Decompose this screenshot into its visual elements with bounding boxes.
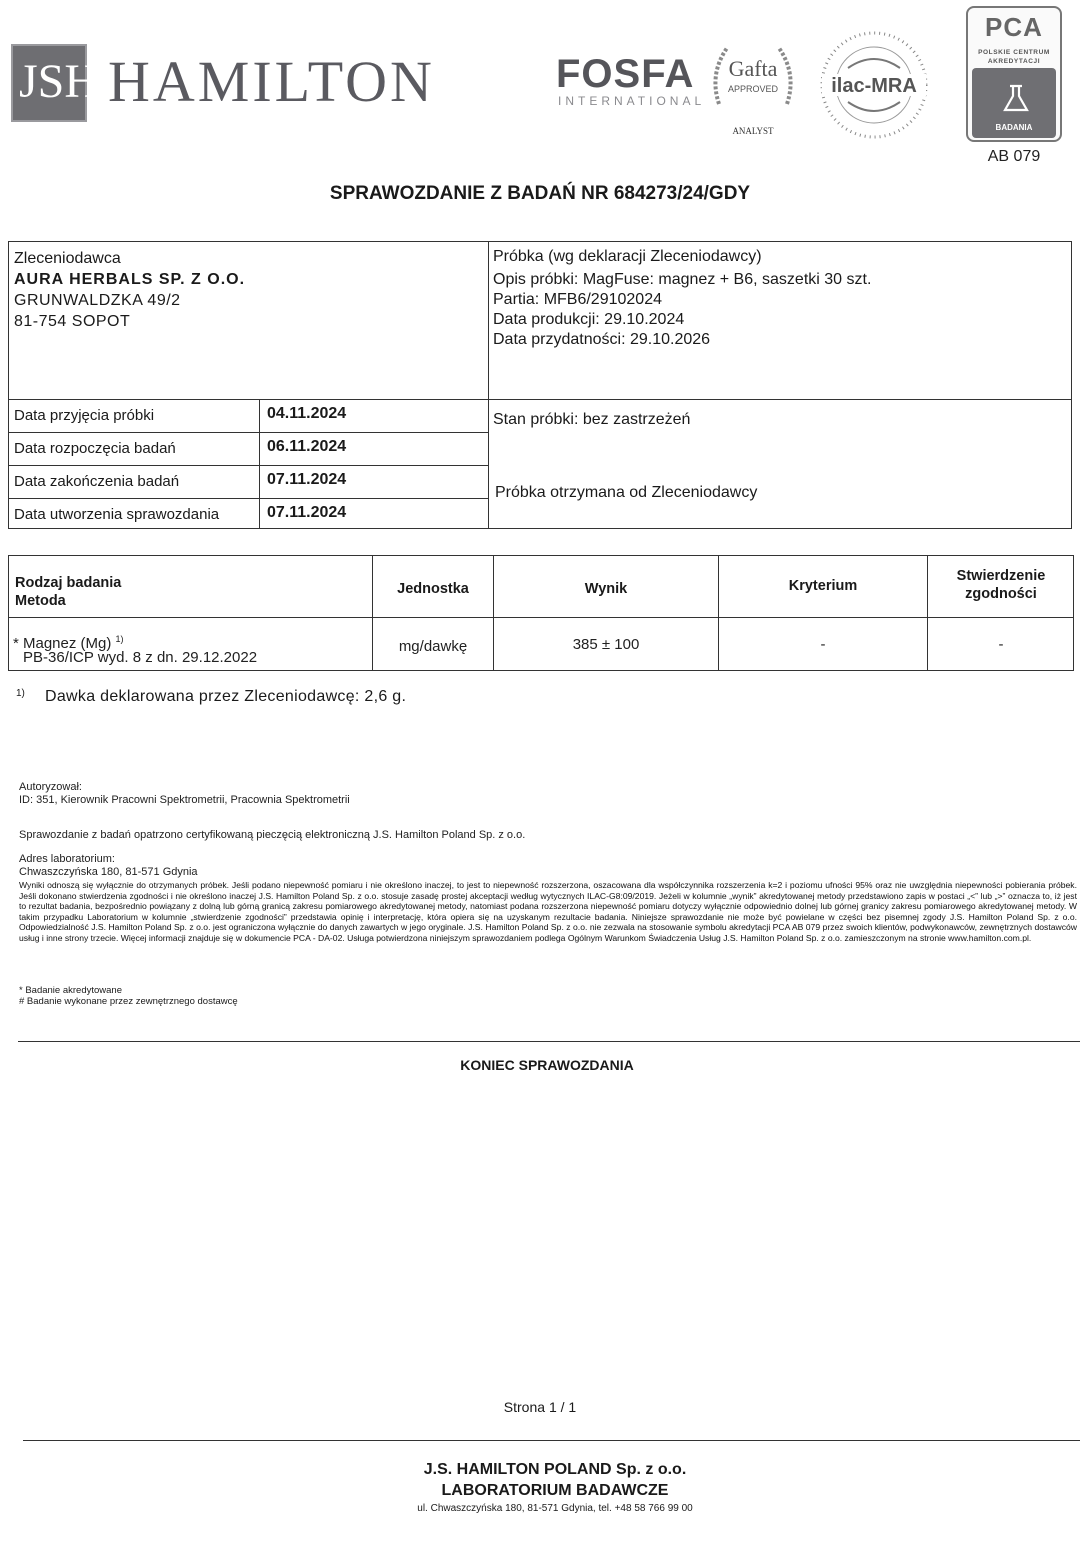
- sample-production-date: Data produkcji: 29.10.2024: [493, 311, 685, 328]
- pca-logo: PCA: [985, 12, 1043, 42]
- end-of-report: KONIEC SPRAWOZDANIA: [460, 1057, 634, 1073]
- footnote-mark: 1): [16, 688, 25, 699]
- lab-address-value: Chwaszczyńska 180, 81-571 Gdynia: [19, 866, 198, 878]
- date-label: Data przyjęcia próbki: [14, 407, 155, 424]
- date-value: 04.11.2024: [267, 405, 347, 422]
- date-label: Data zakończenia badań: [14, 473, 180, 490]
- fosfa-subtitle: INTERNATIONAL: [558, 94, 706, 108]
- gafta-role: ANALYST: [732, 126, 774, 136]
- row-result: 385 ± 100: [572, 636, 640, 653]
- header-test-type: Rodzaj badania: [15, 575, 122, 591]
- footer-address: ul. Chwaszczyńska 180, 81-571 Gdynia, tel. +48 58 766 99 00: [417, 1503, 693, 1514]
- client-city: 81-754 SOPOT: [14, 313, 131, 330]
- authorization-person: ID: 351, Kierownik Pracowni Spektrometrii, Pracownia Spektrometrii: [19, 794, 350, 806]
- pca-name-line1: POLSKIE CENTRUM: [978, 49, 1050, 56]
- sample-expiry-date: Data przydatności: 29.10.2026: [493, 331, 711, 348]
- date-value: 06.11.2024: [267, 438, 347, 455]
- legend-accredited: * Badanie akredytowane: [19, 985, 122, 996]
- test-name: * Magnez (Mg): [13, 635, 112, 652]
- certification-note: Sprawozdanie z badań opatrzono certyfikowaną pieczęcią elektroniczną J.S. Hamilton Poland Sp. z o.o.: [19, 829, 526, 841]
- header-method: Metoda: [15, 593, 66, 609]
- gafta-seal-icon: [707, 34, 799, 140]
- page-label: Strona: [503, 1399, 546, 1415]
- footer-company: J.S. HAMILTON POLAND Sp. z o.o.: [423, 1461, 687, 1478]
- row-criterion: -: [820, 636, 826, 653]
- page-number: [0, 1399, 1080, 1415]
- sample-label: Próbka (wg deklaracji Zleceniodawcy): [493, 248, 762, 265]
- footer-lab: LABORATORIUM BADAWCZE: [441, 1482, 669, 1499]
- pca-stamp: [972, 68, 1056, 138]
- lab-address-label: Adres laboratorium:: [19, 853, 115, 865]
- row-method: PB-36/ICP wyd. 8 z dn. 29.12.2022: [23, 649, 258, 666]
- report-title: SPRAWOZDANIE Z BADAŃ NR 684273/24/GDY: [329, 183, 751, 204]
- client-name: AURA HERBALS SP. Z O.O.: [14, 271, 246, 288]
- client-street: GRUNWALDZKA 49/2: [14, 292, 181, 309]
- date-row: [9, 399, 488, 432]
- legend-external: # Badanie wykonane przez zewnętrznego dostawcę: [19, 996, 238, 1007]
- ilac-name: ilac-MRA: [831, 75, 917, 97]
- company-name: HAMILTON: [108, 49, 435, 114]
- date-row: [9, 432, 488, 465]
- sample-description: Opis próbki: MagFuse: magnez + B6, saszetki 30 szt.: [493, 271, 872, 288]
- hamilton-logo-mark: [11, 44, 100, 122]
- pca-stamp-label: BADANIA: [995, 123, 1033, 132]
- logo-monogram: JSH: [19, 55, 100, 108]
- row-conformity: -: [998, 636, 1004, 653]
- ilac-mra-seal-icon: [818, 26, 930, 144]
- fosfa-logo: FOSFA: [556, 52, 695, 96]
- gafta-approved: APPROVED: [727, 84, 779, 94]
- pca-full-name: [968, 48, 1060, 66]
- client-label: Zleceniodawca: [14, 250, 121, 267]
- sample-condition: Stan próbki: bez zastrzeżeń: [493, 411, 691, 428]
- authorization-label: Autoryzował:: [19, 781, 82, 793]
- footer-divider: [23, 1440, 1080, 1441]
- gafta-name: Gafta: [728, 56, 778, 81]
- date-row: [9, 498, 488, 529]
- header-result: Wynik: [584, 581, 628, 597]
- sample-batch: Partia: MFB6/29102024: [493, 291, 662, 308]
- date-value: 07.11.2024: [267, 504, 347, 521]
- date-row: [9, 465, 488, 498]
- row-unit: mg/dawkę: [398, 638, 468, 655]
- page-value: 1 / 1: [548, 1399, 577, 1415]
- date-label: Data rozpoczęcia badań: [14, 440, 176, 457]
- date-label: Data utworzenia sprawozdania: [14, 506, 220, 523]
- legal-disclaimer: Wyniki odnoszą się wyłącznie do otrzymanych próbek. Jeśli podano niepewność pomiaru i nie określono inaczej, to jest to niepewność rozszerzona, oszacowana dla współczynnika rozszerzenia k=2 i poziomu ufności 95% oraz nie uwzględnia niepewności pobierania próbek. Jeśli dokonano stwierdzenia zgodności i nie określono inaczej J.S. Hamilton Poland Sp. z o.o. stosuje zasadę prostej akceptacji według wytycznych ILAC-G8:09/2019. Jeżeli w kolumnie „wynik” akredytowanej metody przedstawiono zapis w postaci „<” lub „>” oznacza to, iż jest to rezultat badania, bezpośrednio powiązany z dolną lub górną granicą zakresu pomiarowego akredytowanej metody, natomiast podana rozszerzona niepewność pomiaru dotyczy wyłącznie odpowiednio dolnej lub górnej granicy zakresu pomiarowego akredytowanej metody. W takim przypadku Laboratorium w kolumnie „stwierdzenie zgodności” przedstawia opinię i interpretację, która opiera się na uzyskanym rezultacie badania. Niniejsze sprawozdanie nie może być powielane w części bez pisemnej zgody J.S. Hamilton Poland Sp. z o.o. Odpowiedzialność J.S. Hamilton Poland Sp. z o.o. jest ograniczona wyłącznie do danych zawartych w jego oryginale. J.S. Hamilton Poland Sp. z o.o. nie zezwala na stosowanie symbolu akredytacji PCA AB 079 przez swoich klientów, podwykonawców, zewnętrznych dostawców usług i inne strony trzecie. Więcej informacji znajduje się w dokumencie PCA - DA-02. Usługa potwierdzona niniejszym sprawozdaniem podlega Ogólnym Warunkom Świadczenia Usług J.S. Hamilton Poland Sp. z o.o. zamieszczonym na stronie www.hamilton.com.pl.: [19, 880, 1077, 943]
- pca-name-line2: AKREDYTACJI: [987, 58, 1041, 65]
- header-criterion: Kryterium: [788, 578, 858, 594]
- header-unit: Jednostka: [397, 581, 469, 597]
- report-info-box: [8, 241, 1072, 529]
- flask-icon: [1000, 82, 1032, 114]
- divider: [18, 1041, 1080, 1042]
- footnote-text: Dawka deklarowana przez Zleceniodawcę: 2,6 g.: [45, 688, 407, 705]
- header-conformity-line1: Stwierdzenie: [956, 568, 1046, 584]
- test-footnote-mark: 1): [115, 634, 124, 644]
- accreditation-code: AB 079: [987, 148, 1041, 165]
- results-table: [8, 555, 1074, 671]
- date-value: 07.11.2024: [267, 471, 347, 488]
- header-conformity-line2: zgodności: [965, 586, 1037, 602]
- pca-accreditation-badge: [966, 6, 1062, 142]
- sample-source: Próbka otrzymana od Zleceniodawcy: [495, 484, 758, 501]
